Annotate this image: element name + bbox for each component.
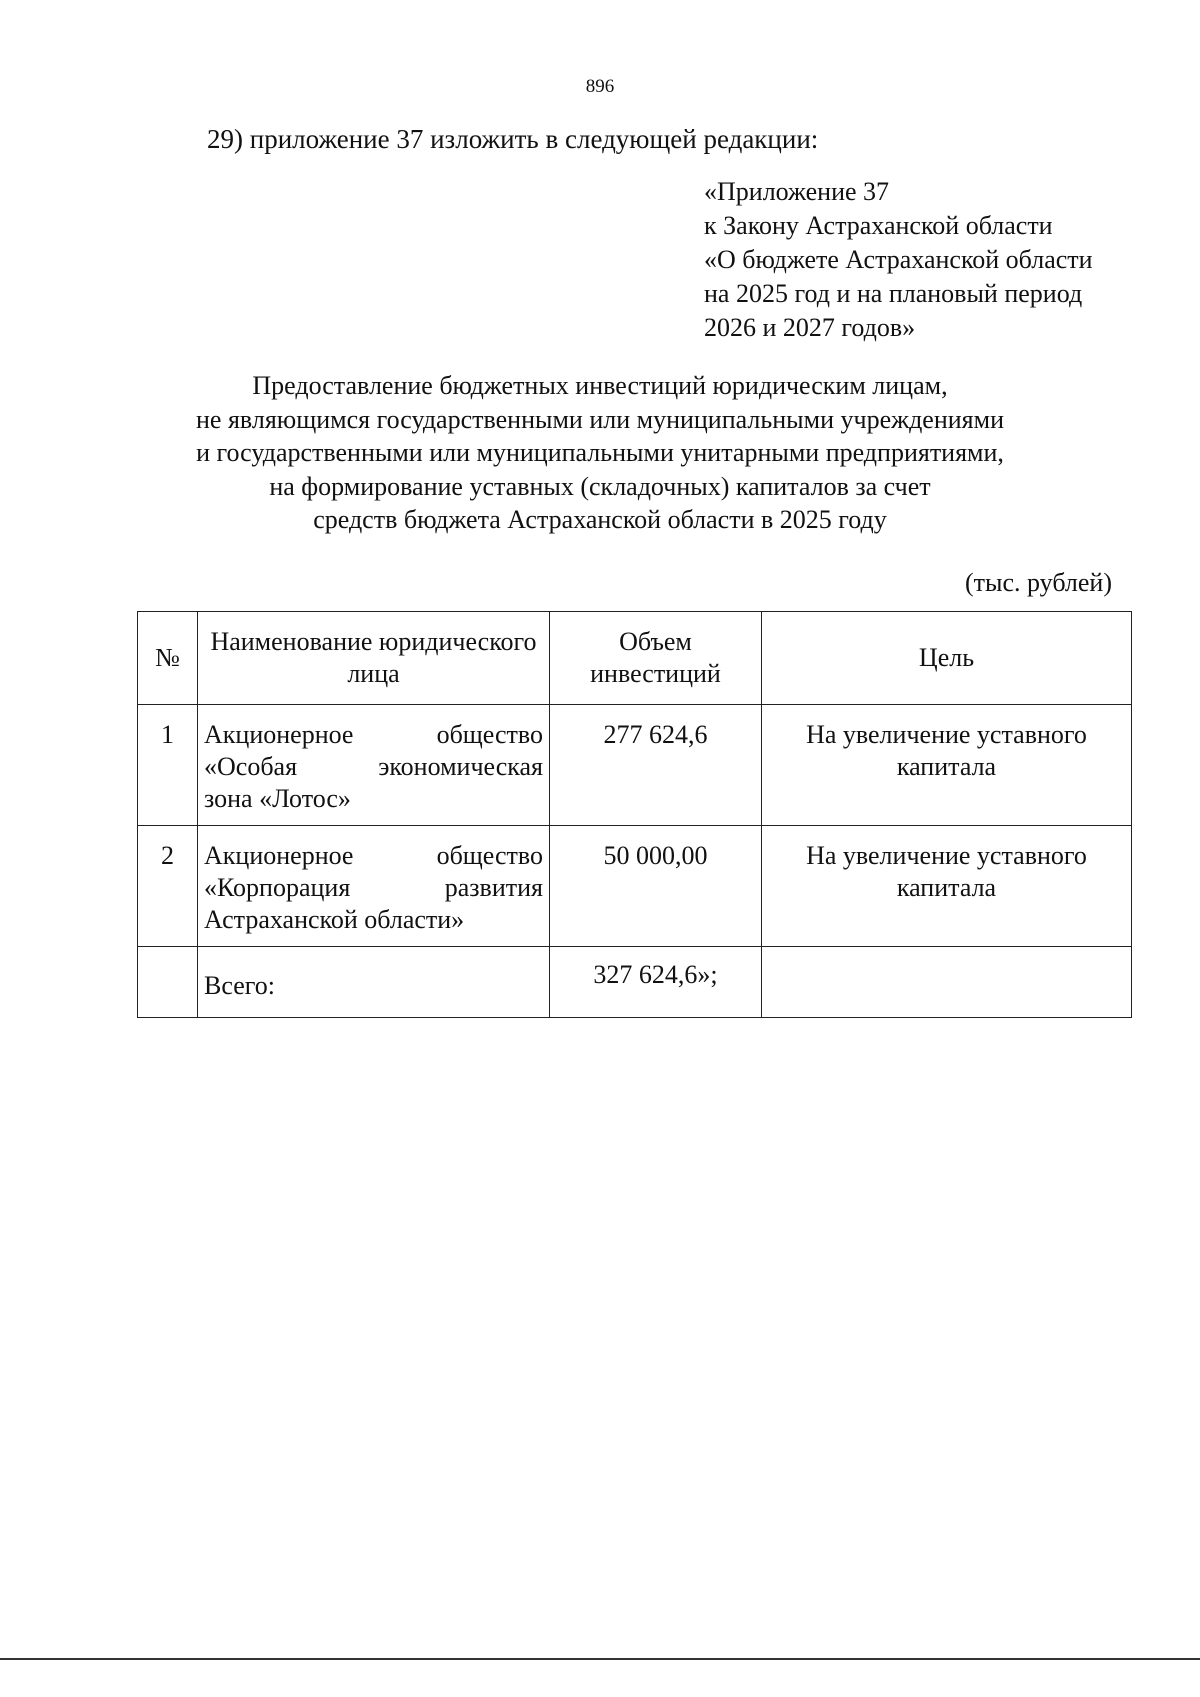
cell-num: 1 bbox=[138, 705, 198, 826]
name-word: экономическая bbox=[378, 752, 543, 781]
total-label: Всего: bbox=[198, 947, 550, 1018]
appendix-header-line: 2026 и 2027 годов» bbox=[704, 313, 916, 342]
cell-volume: 50 000,00 bbox=[550, 826, 762, 947]
cell-goal-empty bbox=[762, 947, 1132, 1018]
header-num: № bbox=[138, 612, 198, 705]
name-line: Астраханской области» bbox=[204, 905, 465, 934]
name-line bbox=[204, 719, 543, 751]
header-goal: Цель bbox=[762, 612, 1132, 705]
table-row bbox=[138, 826, 1132, 947]
cell-num-empty bbox=[138, 947, 198, 1018]
title-line: Предоставление бюджетных инвестиций юридическим лицам, bbox=[252, 371, 948, 400]
document-title bbox=[130, 369, 1070, 537]
header-name: Наименование юридического лица bbox=[198, 612, 550, 705]
table-header-row bbox=[138, 612, 1132, 705]
name-word: «Корпорация bbox=[204, 873, 351, 902]
total-volume: 327 624,6»; bbox=[550, 947, 762, 1018]
appendix-header bbox=[704, 175, 1093, 345]
name-word: общество bbox=[436, 720, 543, 749]
cell-num: 2 bbox=[138, 826, 198, 947]
cell-goal: На увеличение уставного капитала bbox=[762, 705, 1132, 826]
name-word: развития bbox=[444, 873, 543, 902]
appendix-header-line: «Приложение 37 bbox=[704, 177, 890, 206]
cell-name bbox=[198, 705, 550, 826]
investments-table bbox=[137, 611, 1132, 1018]
appendix-header-line: к Закону Астраханской области bbox=[704, 211, 1053, 240]
header-volume: Объем инвестиций bbox=[550, 612, 762, 705]
unit-note: (тыс. рублей) bbox=[964, 568, 1112, 597]
name-word: Акционерное bbox=[204, 720, 354, 749]
name-word: «Особая bbox=[204, 752, 298, 781]
page-number: 896 bbox=[585, 76, 615, 97]
name-word: общество bbox=[436, 841, 543, 870]
name-line: зона «Лотос» bbox=[204, 784, 351, 813]
title-line: на формирование уставных (складочных) капиталов за счет bbox=[269, 471, 931, 501]
title-line: и государственными или муниципальными унитарными предприятиями, bbox=[196, 438, 1004, 467]
name-line bbox=[204, 751, 543, 783]
table-total-row bbox=[138, 947, 1132, 1018]
title-line: средств бюджета Астраханской области в 2025 году bbox=[313, 505, 887, 534]
title-line: не являющимся государственными или муниципальными учреждениями bbox=[196, 404, 1004, 434]
cell-goal: На увеличение уставного капитала bbox=[762, 826, 1132, 947]
name-line bbox=[204, 840, 543, 872]
table-row bbox=[138, 705, 1132, 826]
amendment-intro: 29) приложение 37 изложить в следующей редакции: bbox=[207, 124, 819, 154]
cell-name bbox=[198, 826, 550, 947]
name-line bbox=[204, 872, 543, 904]
page-bottom-rule bbox=[0, 1658, 1200, 1660]
appendix-header-line: «О бюджете Астраханской области bbox=[704, 245, 1093, 274]
cell-volume: 277 624,6 bbox=[550, 705, 762, 826]
name-word: Акционерное bbox=[204, 841, 354, 870]
appendix-header-line: на 2025 год и на плановый период bbox=[704, 279, 1083, 308]
